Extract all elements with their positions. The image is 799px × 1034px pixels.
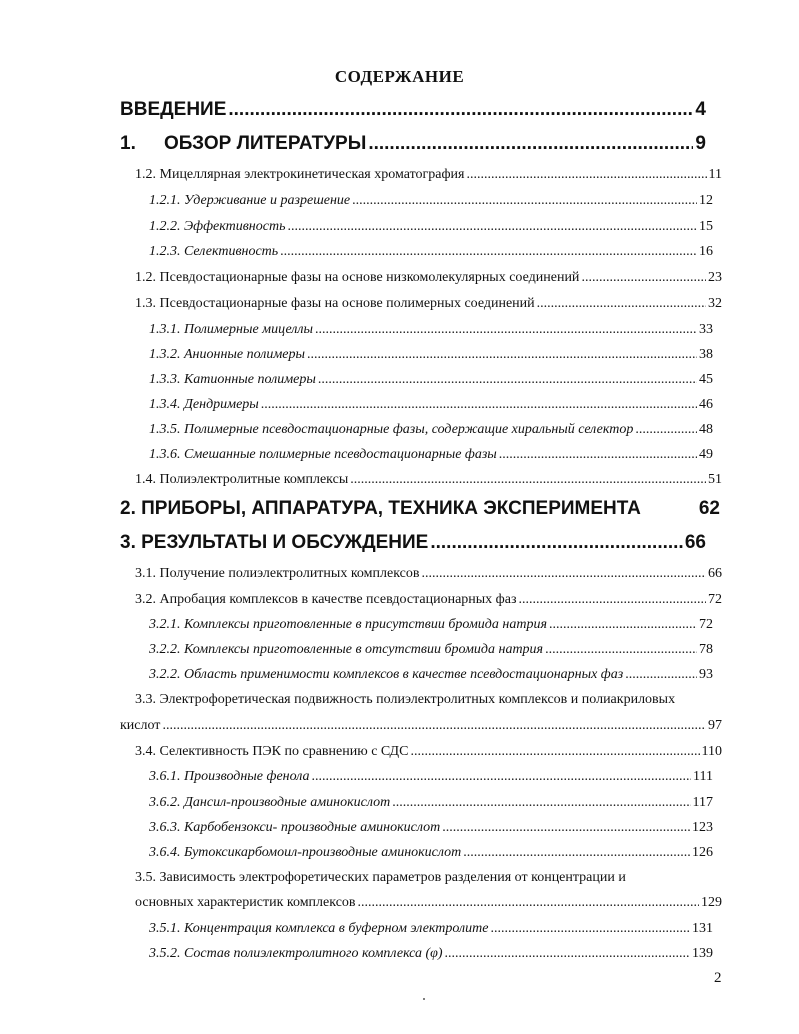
- toc-leader-dots: [392, 795, 690, 811]
- toc-entry-3-5-2[interactable]: [149, 946, 713, 962]
- toc-entry-3-1[interactable]: [135, 566, 722, 582]
- toc-chapter-number: 1.: [120, 133, 136, 154]
- toc-entry-3-6-3[interactable]: [149, 820, 713, 836]
- toc-page: 123: [692, 820, 713, 835]
- toc-label: [120, 133, 366, 155]
- toc-leader-dots: [307, 347, 697, 363]
- toc-leader-dots: [549, 617, 697, 633]
- toc-label: 1.3.1. Полимерные мицеллы: [149, 322, 313, 337]
- toc-label: 3.2.2. Комплексы приготовленные в отсутствии бромида натрия: [149, 642, 544, 657]
- toc-leader-dots: [368, 133, 693, 155]
- toc-page: 16: [699, 244, 713, 259]
- toc-label: ВВЕДЕНИЕ: [120, 99, 227, 120]
- toc-entry-chapter-3[interactable]: [120, 532, 706, 554]
- toc-page: 139: [692, 946, 713, 961]
- toc-entry-3-2-2-absence[interactable]: [149, 642, 713, 658]
- toc-page: 9: [695, 133, 706, 154]
- toc-label: 3.4. Селективность ПЭК по сравнению с СДС: [135, 744, 409, 759]
- toc-leader-dots: [466, 167, 706, 183]
- toc-label: 1.3.6. Смешанные полимерные псевдостационарные фазы: [149, 447, 497, 462]
- toc-leader-dots: [445, 946, 690, 962]
- toc-entry-3-4[interactable]: [135, 744, 722, 760]
- toc-label: 3.5.1. Концентрация комплекса в буферном электролите: [149, 921, 489, 936]
- toc-leader-dots: [519, 592, 707, 608]
- toc-leader-dots: [228, 99, 693, 121]
- toc-leader-dots: [463, 845, 690, 861]
- toc-leader-dots: [545, 642, 697, 658]
- toc-page: 78: [699, 642, 713, 657]
- toc-entry-1-3-5[interactable]: [149, 422, 713, 438]
- toc-leader-dots: [635, 422, 697, 438]
- toc-entry-introduction[interactable]: [120, 99, 706, 121]
- toc-label: 3. РЕЗУЛЬТАТЫ И ОБСУЖДЕНИЕ: [120, 532, 429, 553]
- page-number: 2: [714, 970, 722, 986]
- toc-leader-dots: [581, 270, 706, 286]
- toc-label: 3.6.2. Дансил-производные аминокислот: [149, 795, 391, 810]
- toc-leader-dots: [499, 447, 697, 463]
- toc-entry-3-2-1[interactable]: [149, 617, 713, 633]
- toc-entry-1-2-mekc[interactable]: [135, 167, 722, 183]
- toc-page: 131: [692, 921, 713, 936]
- toc-page: 23: [708, 270, 722, 285]
- toc-entry-3-5-line1[interactable]: 3.5. Зависимость электрофоретических параметров разделения от концентрации и: [135, 870, 626, 885]
- toc-label: 1.2.3. Селективность: [149, 244, 279, 259]
- toc-entry-1-3-6[interactable]: [149, 447, 713, 463]
- toc-page: 32: [708, 296, 722, 311]
- toc-label: кислот: [120, 718, 161, 733]
- toc-leader-dots: [312, 769, 692, 785]
- toc-page: 126: [692, 845, 713, 860]
- toc-page: 38: [699, 347, 713, 362]
- toc-entry-1-3-3[interactable]: [149, 372, 713, 388]
- toc-label: 1.4. Полиэлектролитные комплексы: [135, 472, 349, 487]
- toc-leader-dots: [537, 296, 706, 312]
- toc-leader-dots: [410, 744, 699, 760]
- toc-label: 1.2. Мицеллярная электрокинетическая хроматография: [135, 167, 465, 182]
- toc-leader-dots: [358, 895, 699, 911]
- toc-page: 110: [701, 744, 722, 759]
- toc-page: 46: [699, 397, 713, 412]
- toc-page: 62: [698, 498, 720, 519]
- toc-label: 1.3.3. Катионные полимеры: [149, 372, 316, 387]
- toc-leader-dots: [490, 921, 690, 937]
- toc-page: 66: [684, 532, 706, 553]
- toc-label: 1.3.2. Анионные полимеры: [149, 347, 305, 362]
- toc-leader-dots: [261, 397, 697, 413]
- toc-entry-3-2[interactable]: [135, 592, 722, 608]
- toc-entry-1-3-2[interactable]: [149, 347, 713, 363]
- toc-label: 2. ПРИБОРЫ, АППАРАТУРА, ТЕХНИКА ЭКСПЕРИМЕНТА: [120, 498, 641, 519]
- toc-entry-3-3-line2[interactable]: [120, 718, 722, 734]
- toc-label: 1.3.4. Дендримеры: [149, 397, 259, 412]
- toc-page: 51: [708, 472, 722, 487]
- toc-entry-1-2-1[interactable]: [149, 193, 713, 209]
- toc-leader-dots: [280, 244, 697, 260]
- toc-page: 72: [708, 592, 722, 607]
- toc-leader-dots: [442, 820, 690, 836]
- toc-label: основных характеристик комплексов: [135, 895, 356, 910]
- toc-entry-3-3-line1[interactable]: 3.3. Электрофоретическая подвижность полиэлектролитных комплексов и полиакриловых: [135, 692, 676, 707]
- toc-entry-1-2-2[interactable]: [149, 219, 713, 235]
- toc-leader-dots: [318, 372, 697, 388]
- toc-leader-dots: [162, 718, 706, 734]
- toc-page: 49: [699, 447, 713, 462]
- toc-label: 1.2.2. Эффективность: [149, 219, 286, 234]
- toc-leader-dots: [350, 472, 706, 488]
- toc-page: 72: [699, 617, 713, 632]
- toc-entry-1-3-4[interactable]: [149, 397, 713, 413]
- toc-label: 3.2.1. Комплексы приготовленные в присутствии бромида натрия: [149, 617, 547, 632]
- toc-page: 97: [708, 718, 722, 733]
- toc-label: 3.6.3. Карбобензокси- производные аминокислот: [149, 820, 441, 835]
- toc-entry-chapter-2[interactable]: [120, 498, 720, 520]
- toc-leader-dots: [315, 322, 697, 338]
- toc-label: 1.2. Псевдостационарные фазы на основе низкомолекулярных соединений: [135, 270, 580, 285]
- toc-label: 3.2. Апробация комплексов в качестве псевдостационарных фаз: [135, 592, 517, 607]
- toc-label: 3.5.2. Состав полиэлектролитного комплекса (φ): [149, 946, 443, 961]
- toc-chapter-title: ОБЗОР ЛИТЕРАТУРЫ: [164, 133, 367, 154]
- toc-entry-1-3-1[interactable]: [149, 322, 713, 338]
- toc-label: 1.3. Псевдостационарные фазы на основе полимерных соединений: [135, 296, 535, 311]
- toc-entry-1-4[interactable]: [135, 472, 722, 488]
- toc-entry-1-3[interactable]: [135, 296, 722, 312]
- toc-label: 1.3.5. Полимерные псевдостационарные фазы, содержащие хиральный селектор: [149, 422, 634, 437]
- page-title: СОДЕРЖАНИЕ: [334, 67, 465, 86]
- toc-leader-dots: [421, 566, 706, 582]
- toc-leader-dots: [352, 193, 697, 209]
- toc-entry-chapter-1[interactable]: [120, 133, 706, 155]
- toc-page: 129: [701, 895, 722, 910]
- toc-label: 3.2.2. Область применимости комплексов в качестве псевдостационарных фаз: [149, 667, 624, 682]
- toc-page: 33: [699, 322, 713, 337]
- toc-entry-3-6-4[interactable]: [149, 845, 713, 861]
- toc-entry-3-2-2-applicability[interactable]: [149, 667, 713, 683]
- toc-page: 15: [699, 219, 713, 234]
- toc-page: 11: [708, 167, 722, 182]
- toc-label: 3.6.4. Бутоксикарбомоил-производные аминокислот: [149, 845, 462, 860]
- toc-entry-3-5-1[interactable]: [149, 921, 713, 937]
- toc-leader-dots: [430, 532, 683, 554]
- toc-page: 117: [692, 795, 713, 810]
- toc-entry-3-6-1[interactable]: [149, 769, 713, 785]
- scan-speck: [423, 998, 425, 1000]
- toc-leader-dots: [625, 667, 697, 683]
- toc-entry-1-2-3[interactable]: [149, 244, 713, 260]
- toc-page: 111: [693, 769, 713, 784]
- toc-page: 12: [699, 193, 713, 208]
- toc-entry-3-5-line2[interactable]: [135, 895, 722, 911]
- toc-entry-1-2-low-molecular[interactable]: [135, 270, 722, 286]
- toc-page: 45: [699, 372, 713, 387]
- toc-label: 1.2.1. Удерживание и разрешение: [149, 193, 351, 208]
- toc-page: 93: [699, 667, 713, 682]
- toc-page: 4: [695, 99, 706, 120]
- toc-page: 66: [708, 566, 722, 581]
- toc-entry-3-6-2[interactable]: [149, 795, 713, 811]
- toc-label: 3.1. Получение полиэлектролитных комплексов: [135, 566, 420, 581]
- toc-leader-dots: [287, 219, 697, 235]
- toc-page: 48: [699, 422, 713, 437]
- toc-label: 3.6.1. Производные фенола: [149, 769, 310, 784]
